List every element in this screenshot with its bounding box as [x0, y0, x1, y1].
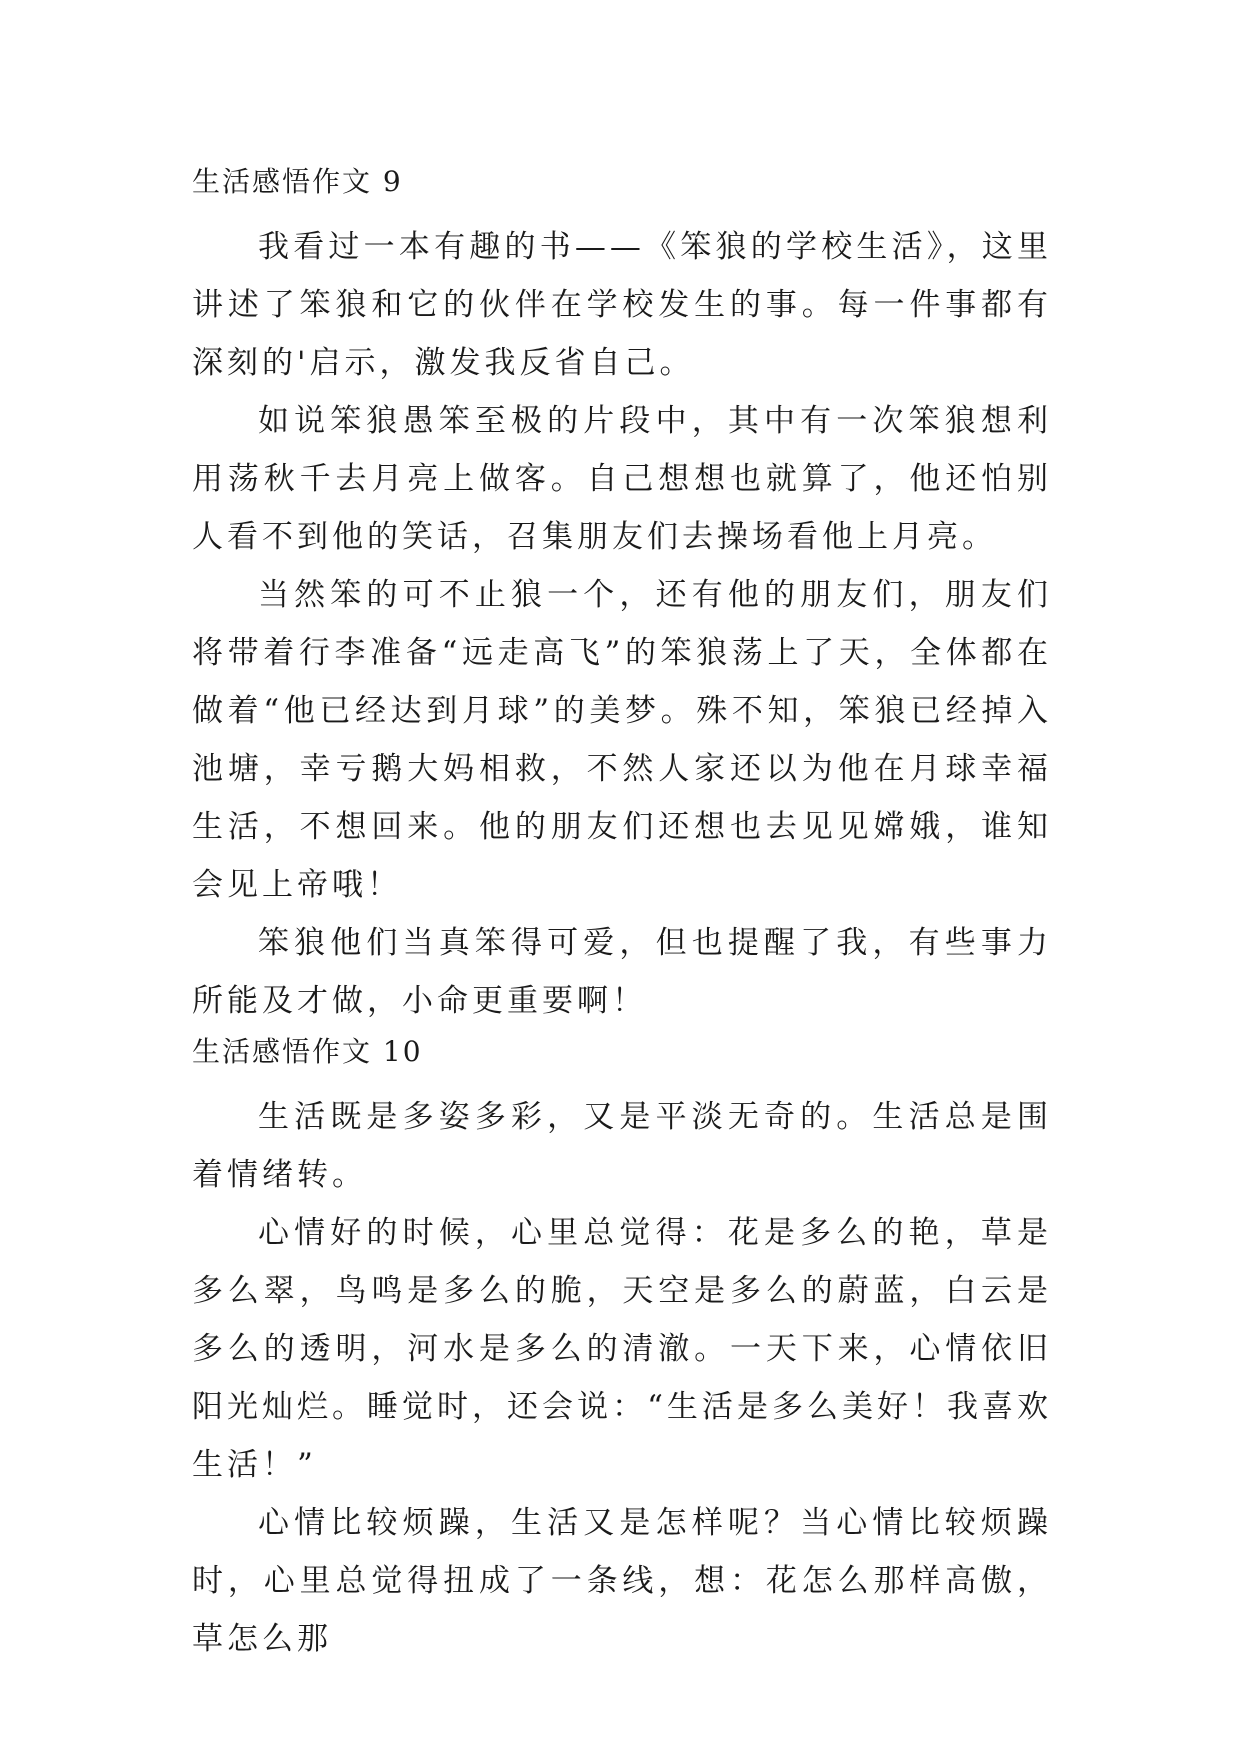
- paragraph: 我看过一本有趣的书——《笨狼的学校生活》，这里讲述了笨狼和它的伙伴在学校发生的事。每一件事都有深刻的'启示，激发我反省自己。: [192, 229, 1052, 381]
- section-title: 生活感悟作文 10: [192, 1035, 423, 1068]
- paragraph: 生活既是多姿多彩，又是平淡无奇的。生活总是围着情绪转。: [192, 1099, 1052, 1193]
- paragraph: 笨狼他们当真笨得可爱，但也提醒了我，有些事力所能及才做，小命更重要啊！: [192, 925, 1052, 1019]
- paragraph: 当然笨的可不止狼一个，还有他的朋友们，朋友们将带着行李准备“远走高飞”的笨狼荡上了天，全体都在做着“他已经达到月球”的美梦。殊不知，笨狼已经掉入池塘，幸亏鹅大妈相救，不然人家还以为他在月球幸福生活，不想回来。他的朋友们还想也去见见嫦娥，谁知会见上帝哦！: [192, 577, 1052, 903]
- section-title: 生活感悟作文 9: [192, 165, 403, 198]
- essay-section-10: [192, 1030, 1052, 1668]
- essay-section-9: [192, 160, 1052, 1030]
- paragraph: 心情比较烦躁，生活又是怎样呢？当心情比较烦躁时，心里总觉得扭成了一条线，想：花怎么那样高傲，草怎么那: [192, 1505, 1052, 1657]
- paragraph: 如说笨狼愚笨至极的片段中，其中有一次笨狼想利用荡秋千去月亮上做客。自己想想也就算了，他还怕别人看不到他的笑话，召集朋友们去操场看他上月亮。: [192, 403, 1052, 555]
- paragraph: 心情好的时候，心里总觉得：花是多么的艳，草是多么翠，鸟鸣是多么的脆，天空是多么的蔚蓝，白云是多么的透明，河水是多么的清澈。一天下来，心情依旧阳光灿烂。睡觉时，还会说：“生活是多么美好！我喜欢生活！”: [192, 1215, 1052, 1483]
